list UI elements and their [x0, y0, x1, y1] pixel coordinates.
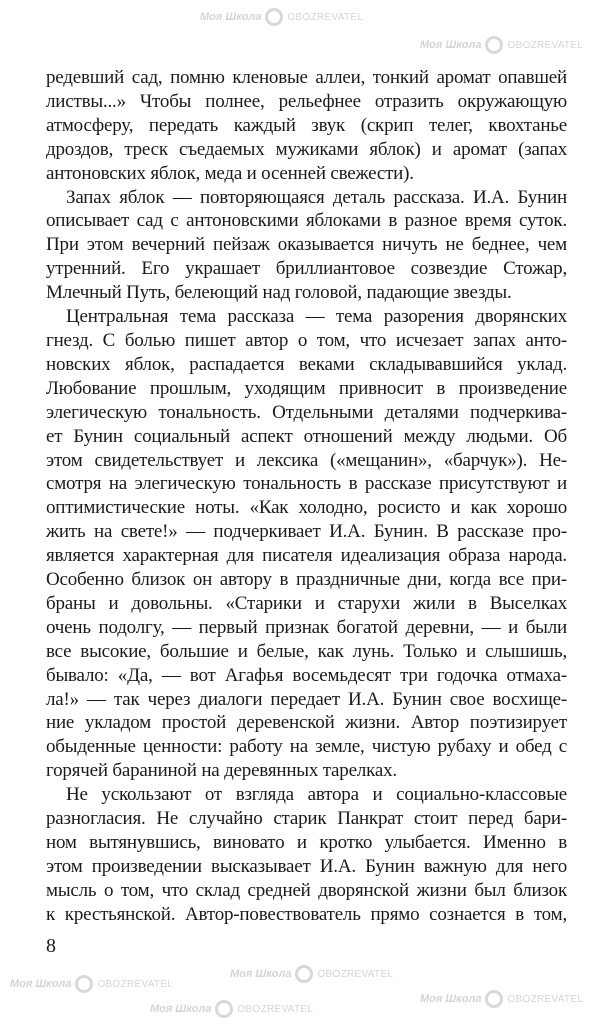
- text-line: жить на свете!» — подчеркивает И.А. Бунин. В рассказе про-: [46, 521, 567, 543]
- text-line: дроздов, треск съедаемых мужиками яблок) и аромат (запах: [46, 138, 567, 160]
- body-text: [46, 66, 567, 927]
- text-line: бывало: «Да, — вот Агафья восемьдесят три годочка отмаха-: [46, 664, 567, 686]
- text-line: все высокие, большие и белые, как лунь. Только и слышишь,: [46, 640, 567, 662]
- text-line: новских яблок, распадается веками складывавшийся уклад.: [46, 353, 567, 375]
- watermark-logo-icon: [485, 990, 503, 1008]
- watermark-brand-text: OBOZREVATEL: [507, 993, 584, 1005]
- text-line: утренний. Его украшает бриллиантовое созвездие Стожар,: [46, 258, 567, 280]
- watermark-brand-text: OBOZREVATEL: [507, 39, 584, 51]
- text-line: При этом вечерний пейзаж оказывается ничуть не беднее, чем: [46, 234, 567, 256]
- text-line: Особенно близок он автору в праздничные дни, когда все при-: [46, 569, 567, 591]
- text-line: этом произведении высказывает И.А. Бунин важную для него: [46, 855, 567, 877]
- watermark-school-text: Моя Школа: [420, 993, 482, 1005]
- text-line: Любование прошлым, уходящим привносит в произведение: [46, 377, 567, 399]
- text-line: редевший сад, помню кленовые аллеи, тонкий аромат опавшей: [46, 67, 567, 88]
- watermark-school-text: Моя Школа: [10, 978, 72, 990]
- text-line: разногласия. Не случайно старик Панкрат стоит перед бари-: [46, 808, 567, 830]
- text-line: ном вытянувшись, виновато и кротко улыбается. Именно в: [46, 832, 567, 853]
- text-line: горячей бараниной на деревянных тарелках.: [46, 760, 397, 782]
- text-line: описывает сад с антоновскими яблоками в разное время суток.: [46, 210, 567, 232]
- watermark-logo-icon: [295, 965, 313, 983]
- page-number: 8: [46, 935, 56, 957]
- text-line: ние укладом простой деревенской жизни. Автор поэтизирует: [46, 712, 567, 734]
- text-line: смотря на элегическую тональность в рассказе присутствуют и: [46, 473, 567, 495]
- watermark-logo-icon: [265, 8, 283, 26]
- watermark: [420, 990, 583, 1008]
- watermark: [10, 975, 173, 993]
- text-line: элегическую тональность. Отдельными деталями подчеркива-: [46, 401, 567, 423]
- watermark-brand-text: OBOZREVATEL: [317, 968, 394, 980]
- watermark-school-text: Моя Школа: [230, 968, 292, 980]
- text-line: Млечный Путь, белеющий над головой, падающие звезды.: [46, 282, 512, 304]
- text-line: ет Бунин социальный аспект отношений между людьми. Об: [46, 425, 567, 447]
- text-line: Центральная тема рассказа — тема разорения дворянских: [66, 306, 567, 328]
- watermark-logo-icon: [485, 36, 503, 54]
- watermark: [200, 8, 363, 26]
- text-line: Запах яблок — повторяющаяся деталь рассказа. И.А. Бунин: [66, 186, 567, 208]
- text-line: атмосферу, передать каждый звук (скрип телег, квохтанье: [46, 114, 567, 136]
- text-line: антоновских яблок, меда и осенней свежести).: [46, 162, 414, 184]
- watermark-school-text: Моя Школа: [150, 1003, 212, 1015]
- watermark: [230, 965, 393, 983]
- text-line: этом свидетельствует и лексика («мещанин», «барчук»). Не-: [46, 449, 567, 471]
- watermark-school-text: Моя Школа: [200, 11, 262, 23]
- watermark-logo-icon: [215, 1000, 233, 1018]
- text-line: к крестьянской. Автор-повествователь прямо сознается в том,: [46, 903, 567, 925]
- text-line: браны и довольны. «Старики и старухи жили в Выселках: [46, 592, 567, 614]
- text-line: Не ускользают от взгляда автора и социально-классовые: [66, 784, 567, 806]
- text-line: является характерная для писателя идеализация образа народа.: [46, 545, 567, 567]
- watermark: [150, 1000, 313, 1018]
- text-line: листвы...» Чтобы полнее, рельефнее отразить окружающую: [46, 90, 567, 112]
- watermark-logo-icon: [75, 975, 93, 993]
- text-line: ла!» — так через диалоги передает И.А. Бунин свое восхище-: [46, 688, 567, 710]
- text-line: оптимистические ноты. «Как холодно, росисто и как хорошо: [46, 497, 567, 519]
- watermark: [420, 36, 583, 54]
- text-line: гнезд. С болью пишет автор о том, что исчезает запах анто-: [46, 329, 567, 351]
- watermark-brand-text: OBOZREVATEL: [237, 1003, 314, 1015]
- watermark-brand-text: OBOZREVATEL: [287, 11, 364, 23]
- watermark-school-text: Моя Школа: [420, 39, 482, 51]
- text-line: мысль о том, что склад средней дворянской жизни был близок: [46, 879, 567, 901]
- text-line: очень подолгу, — первый признак богатой деревни, — и были: [46, 616, 567, 638]
- watermark-brand-text: OBOZREVATEL: [97, 978, 174, 990]
- text-line: обыденные ценности: работу на земле, чистую рубаху и обед с: [46, 736, 567, 758]
